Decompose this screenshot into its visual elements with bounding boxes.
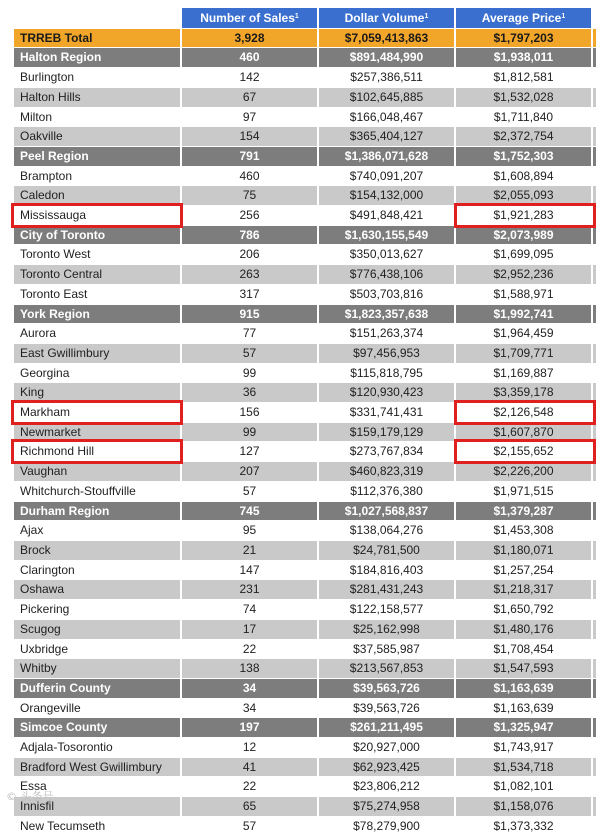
header-average-price-label: Average Price xyxy=(481,11,562,25)
row-edge-cell xyxy=(593,561,598,581)
dollar-volume-cell: $213,567,853 xyxy=(319,659,456,679)
dollar-volume-cell: $138,064,276 xyxy=(319,521,456,541)
average-price-cell: $2,155,652 xyxy=(456,442,593,462)
number-of-sales-cell: 97 xyxy=(182,108,319,128)
number-of-sales-cell: 207 xyxy=(182,462,319,482)
number-of-sales-cell: 17 xyxy=(182,620,319,640)
average-price-cell: $1,921,283 xyxy=(456,206,593,226)
number-of-sales-cell: 99 xyxy=(182,364,319,384)
row-edge-cell xyxy=(593,206,598,226)
row-edge-cell xyxy=(593,403,598,423)
average-price-cell: $1,588,971 xyxy=(456,285,593,305)
table-row xyxy=(14,364,598,384)
region-row xyxy=(14,679,598,699)
header-number-of-sales xyxy=(182,8,319,29)
number-of-sales-cell: 22 xyxy=(182,777,319,797)
area-name-cell: Richmond Hill xyxy=(14,442,182,462)
area-name-cell: Adjala-Tosorontio xyxy=(14,738,182,758)
number-of-sales-cell: 256 xyxy=(182,206,319,226)
table-row xyxy=(14,423,598,443)
region-row xyxy=(14,48,598,68)
table-row xyxy=(14,777,598,797)
row-edge-cell xyxy=(593,541,598,561)
dollar-volume-cell: $24,781,500 xyxy=(319,541,456,561)
dollar-volume-cell: $257,386,511 xyxy=(319,68,456,88)
row-edge-cell xyxy=(593,226,598,246)
region-row xyxy=(14,718,598,738)
average-price-cell: $1,650,792 xyxy=(456,600,593,620)
dollar-volume-cell: $740,091,207 xyxy=(319,167,456,187)
dollar-volume-cell: $39,563,726 xyxy=(319,679,456,699)
area-name-cell: Toronto West xyxy=(14,245,182,265)
table-header-row xyxy=(14,8,598,29)
number-of-sales-cell: 41 xyxy=(182,758,319,778)
number-of-sales-cell: 263 xyxy=(182,265,319,285)
row-edge-cell xyxy=(593,245,598,265)
header-area xyxy=(14,8,182,29)
table-row xyxy=(14,265,598,285)
row-edge-cell xyxy=(593,88,598,108)
average-price-cell: $2,126,548 xyxy=(456,403,593,423)
row-edge-cell xyxy=(593,383,598,403)
area-name-cell: Halton Hills xyxy=(14,88,182,108)
dollar-volume-cell: $151,263,374 xyxy=(319,324,456,344)
area-name-cell: Vaughan xyxy=(14,462,182,482)
number-of-sales-cell: 915 xyxy=(182,305,319,325)
table-row xyxy=(14,817,598,837)
table-row xyxy=(14,344,598,364)
average-price-cell: $1,158,076 xyxy=(456,797,593,817)
average-price-cell: $2,952,236 xyxy=(456,265,593,285)
number-of-sales-cell: 57 xyxy=(182,817,319,837)
average-price-cell: $1,547,593 xyxy=(456,659,593,679)
watermark: © 头条号 xyxy=(6,790,54,803)
average-price-cell: $3,359,178 xyxy=(456,383,593,403)
header-dollar-volume xyxy=(319,8,456,29)
row-edge-cell xyxy=(593,305,598,325)
area-name-cell: Whitchurch-Stouffville xyxy=(14,482,182,502)
number-of-sales-cell: 74 xyxy=(182,600,319,620)
table-row xyxy=(14,659,598,679)
number-of-sales-cell: 231 xyxy=(182,580,319,600)
row-edge-cell xyxy=(593,265,598,285)
row-edge-cell xyxy=(593,186,598,206)
row-edge-cell xyxy=(593,620,598,640)
area-name-cell: Toronto Central xyxy=(14,265,182,285)
average-price-cell: $1,373,332 xyxy=(456,817,593,837)
region-row xyxy=(14,147,598,167)
area-name-cell: Clarington xyxy=(14,561,182,581)
area-name-cell: Peel Region xyxy=(14,147,182,167)
number-of-sales-cell: 142 xyxy=(182,68,319,88)
row-edge-cell xyxy=(593,285,598,305)
number-of-sales-cell: 99 xyxy=(182,423,319,443)
number-of-sales-cell: 77 xyxy=(182,324,319,344)
table-row xyxy=(14,521,598,541)
average-price-cell: $1,257,254 xyxy=(456,561,593,581)
area-name-cell: New Tecumseth xyxy=(14,817,182,837)
dollar-volume-cell: $39,563,726 xyxy=(319,699,456,719)
area-name-cell: City of Toronto xyxy=(14,226,182,246)
number-of-sales-cell: 460 xyxy=(182,48,319,68)
number-of-sales-cell: 57 xyxy=(182,482,319,502)
average-price-cell: $2,073,989 xyxy=(456,226,593,246)
area-name-cell: Toronto East xyxy=(14,285,182,305)
row-edge-cell xyxy=(593,600,598,620)
average-price-cell: $1,938,011 xyxy=(456,48,593,68)
header-footnote-mark: 1 xyxy=(424,13,429,20)
number-of-sales-cell: 786 xyxy=(182,226,319,246)
number-of-sales-cell: 12 xyxy=(182,738,319,758)
average-price-cell: $1,169,887 xyxy=(456,364,593,384)
dollar-volume-cell: $350,013,627 xyxy=(319,245,456,265)
dollar-volume-cell: $166,048,467 xyxy=(319,108,456,128)
average-price-cell: $1,532,028 xyxy=(456,88,593,108)
row-edge-cell xyxy=(593,718,598,738)
dollar-volume-cell: $776,438,106 xyxy=(319,265,456,285)
row-edge-cell xyxy=(593,659,598,679)
dollar-volume-cell: $1,386,071,628 xyxy=(319,147,456,167)
average-price-cell: $1,711,840 xyxy=(456,108,593,128)
number-of-sales-cell: 75 xyxy=(182,186,319,206)
number-of-sales-cell: 57 xyxy=(182,344,319,364)
row-edge-cell xyxy=(593,423,598,443)
area-name-cell: Caledon xyxy=(14,186,182,206)
dollar-volume-cell: $25,162,998 xyxy=(319,620,456,640)
area-name-cell: Orangeville xyxy=(14,699,182,719)
row-edge-cell xyxy=(593,29,598,49)
number-of-sales-cell: 22 xyxy=(182,640,319,660)
row-edge-cell xyxy=(593,48,598,68)
row-edge-cell xyxy=(593,777,598,797)
dollar-volume-cell: $281,431,243 xyxy=(319,580,456,600)
average-price-cell: $1,708,454 xyxy=(456,640,593,660)
average-price-cell: $1,607,870 xyxy=(456,423,593,443)
region-row xyxy=(14,305,598,325)
average-price-cell: $1,218,317 xyxy=(456,580,593,600)
area-name-cell: Halton Region xyxy=(14,48,182,68)
number-of-sales-cell: 317 xyxy=(182,285,319,305)
table-row xyxy=(14,285,598,305)
average-price-cell: $2,055,093 xyxy=(456,186,593,206)
dollar-volume-cell: $102,645,885 xyxy=(319,88,456,108)
area-name-cell: Simcoe County xyxy=(14,718,182,738)
area-name-cell: Bradford West Gwillimbury xyxy=(14,758,182,778)
row-edge-cell xyxy=(593,738,598,758)
table-row xyxy=(14,88,598,108)
dollar-volume-cell: $120,930,423 xyxy=(319,383,456,403)
table-row xyxy=(14,758,598,778)
dollar-volume-cell: $62,923,425 xyxy=(319,758,456,778)
table-row xyxy=(14,482,598,502)
average-price-cell: $1,971,515 xyxy=(456,482,593,502)
dollar-volume-cell: $115,818,795 xyxy=(319,364,456,384)
number-of-sales-cell: 156 xyxy=(182,403,319,423)
dollar-volume-cell: $154,132,000 xyxy=(319,186,456,206)
dollar-volume-cell: $1,027,568,837 xyxy=(319,502,456,522)
row-edge-cell xyxy=(593,324,598,344)
average-price-cell: $1,534,718 xyxy=(456,758,593,778)
area-name-cell: TRREB Total xyxy=(14,29,182,49)
average-price-cell: $1,480,176 xyxy=(456,620,593,640)
region-row xyxy=(14,502,598,522)
dollar-volume-cell: $37,585,987 xyxy=(319,640,456,660)
average-price-cell: $1,325,947 xyxy=(456,718,593,738)
average-price-cell: $1,608,894 xyxy=(456,167,593,187)
average-price-cell: $1,797,203 xyxy=(456,29,593,49)
table-row xyxy=(14,699,598,719)
area-name-cell: Dufferin County xyxy=(14,679,182,699)
table-row xyxy=(14,108,598,128)
row-edge-cell xyxy=(593,797,598,817)
header-average-price xyxy=(456,8,593,29)
row-edge-cell xyxy=(593,344,598,364)
row-edge-cell xyxy=(593,679,598,699)
table-row xyxy=(14,186,598,206)
row-edge-cell xyxy=(593,462,598,482)
sales-by-area-table xyxy=(14,8,598,837)
average-price-cell: $1,752,303 xyxy=(456,147,593,167)
area-name-cell: Durham Region xyxy=(14,502,182,522)
table-row xyxy=(14,580,598,600)
table-row xyxy=(14,620,598,640)
number-of-sales-cell: 127 xyxy=(182,442,319,462)
dollar-volume-cell: $122,158,577 xyxy=(319,600,456,620)
area-name-cell: Georgina xyxy=(14,364,182,384)
total-row xyxy=(14,29,598,49)
number-of-sales-cell: 745 xyxy=(182,502,319,522)
table-row xyxy=(14,462,598,482)
area-name-cell: Oakville xyxy=(14,127,182,147)
dollar-volume-cell: $273,767,834 xyxy=(319,442,456,462)
average-price-cell: $1,743,917 xyxy=(456,738,593,758)
area-name-cell: Pickering xyxy=(14,600,182,620)
number-of-sales-cell: 460 xyxy=(182,167,319,187)
area-name-cell: Brock xyxy=(14,541,182,561)
dollar-volume-cell: $365,404,127 xyxy=(319,127,456,147)
row-edge-cell xyxy=(593,442,598,462)
row-edge-cell xyxy=(593,127,598,147)
average-price-cell: $1,180,071 xyxy=(456,541,593,561)
dollar-volume-cell: $78,279,900 xyxy=(319,817,456,837)
dollar-volume-cell: $97,456,953 xyxy=(319,344,456,364)
area-name-cell: Milton xyxy=(14,108,182,128)
average-price-cell: $1,992,741 xyxy=(456,305,593,325)
table-row xyxy=(14,167,598,187)
header-footnote-mark: 1 xyxy=(294,13,299,20)
table-row xyxy=(14,442,598,462)
average-price-cell: $1,163,639 xyxy=(456,679,593,699)
dollar-volume-cell: $491,848,421 xyxy=(319,206,456,226)
number-of-sales-cell: 197 xyxy=(182,718,319,738)
row-edge-cell xyxy=(593,699,598,719)
number-of-sales-cell: 206 xyxy=(182,245,319,265)
dollar-volume-cell: $503,703,816 xyxy=(319,285,456,305)
number-of-sales-cell: 36 xyxy=(182,383,319,403)
dollar-volume-cell: $1,823,357,638 xyxy=(319,305,456,325)
dollar-volume-cell: $75,274,958 xyxy=(319,797,456,817)
row-edge-cell xyxy=(593,521,598,541)
average-price-cell: $1,379,287 xyxy=(456,502,593,522)
region-row xyxy=(14,226,598,246)
dollar-volume-cell: $159,179,129 xyxy=(319,423,456,443)
number-of-sales-cell: 34 xyxy=(182,699,319,719)
number-of-sales-cell: 3,928 xyxy=(182,29,319,49)
average-price-cell: $1,964,459 xyxy=(456,324,593,344)
dollar-volume-cell: $112,376,380 xyxy=(319,482,456,502)
table-row xyxy=(14,206,598,226)
row-edge-cell xyxy=(593,502,598,522)
dollar-volume-cell: $331,741,431 xyxy=(319,403,456,423)
area-name-cell: East Gwillimbury xyxy=(14,344,182,364)
table-row xyxy=(14,600,598,620)
area-name-cell: Burlington xyxy=(14,68,182,88)
area-name-cell: Newmarket xyxy=(14,423,182,443)
row-edge-cell xyxy=(593,817,598,837)
row-edge-cell xyxy=(593,364,598,384)
number-of-sales-cell: 34 xyxy=(182,679,319,699)
average-price-cell: $1,082,101 xyxy=(456,777,593,797)
table-row xyxy=(14,797,598,817)
number-of-sales-cell: 21 xyxy=(182,541,319,561)
table-row xyxy=(14,245,598,265)
table-row xyxy=(14,541,598,561)
table-row xyxy=(14,127,598,147)
number-of-sales-cell: 67 xyxy=(182,88,319,108)
average-price-cell: $2,226,200 xyxy=(456,462,593,482)
row-edge-cell xyxy=(593,758,598,778)
table-row xyxy=(14,383,598,403)
number-of-sales-cell: 154 xyxy=(182,127,319,147)
number-of-sales-cell: 65 xyxy=(182,797,319,817)
row-edge-cell xyxy=(593,580,598,600)
table-row xyxy=(14,640,598,660)
row-edge-cell xyxy=(593,640,598,660)
area-name-cell: Ajax xyxy=(14,521,182,541)
average-price-cell: $1,453,308 xyxy=(456,521,593,541)
dollar-volume-cell: $261,211,495 xyxy=(319,718,456,738)
row-edge-cell xyxy=(593,68,598,88)
area-name-cell: Innisfil xyxy=(14,797,182,817)
header-footnote-mark: 1 xyxy=(561,13,566,20)
row-edge-cell xyxy=(593,147,598,167)
number-of-sales-cell: 138 xyxy=(182,659,319,679)
average-price-cell: $1,709,771 xyxy=(456,344,593,364)
area-name-cell: Scugog xyxy=(14,620,182,640)
dollar-volume-cell: $7,059,413,863 xyxy=(319,29,456,49)
area-name-cell: York Region xyxy=(14,305,182,325)
area-name-cell: Oshawa xyxy=(14,580,182,600)
dollar-volume-cell: $891,484,990 xyxy=(319,48,456,68)
average-price-cell: $2,372,754 xyxy=(456,127,593,147)
table-row xyxy=(14,403,598,423)
number-of-sales-cell: 791 xyxy=(182,147,319,167)
dollar-volume-cell: $184,816,403 xyxy=(319,561,456,581)
area-name-cell: Whitby xyxy=(14,659,182,679)
dollar-volume-cell: $20,927,000 xyxy=(319,738,456,758)
sales-table-body xyxy=(14,29,598,837)
area-name-cell: Markham xyxy=(14,403,182,423)
number-of-sales-cell: 147 xyxy=(182,561,319,581)
dollar-volume-cell: $1,630,155,549 xyxy=(319,226,456,246)
area-name-cell: King xyxy=(14,383,182,403)
row-edge-cell xyxy=(593,108,598,128)
area-name-cell: Uxbridge xyxy=(14,640,182,660)
area-name-cell: Brampton xyxy=(14,167,182,187)
row-edge-cell xyxy=(593,482,598,502)
table-row xyxy=(14,738,598,758)
header-number-of-sales-label: Number of Sales xyxy=(200,11,295,25)
header-dollar-volume-label: Dollar Volume xyxy=(344,11,425,25)
dollar-volume-cell: $460,823,319 xyxy=(319,462,456,482)
table-row xyxy=(14,68,598,88)
average-price-cell: $1,699,095 xyxy=(456,245,593,265)
table-row xyxy=(14,324,598,344)
area-name-cell: Aurora xyxy=(14,324,182,344)
area-name-cell: Essa xyxy=(14,777,182,797)
area-name-cell: Mississauga xyxy=(14,206,182,226)
table-row xyxy=(14,561,598,581)
number-of-sales-cell: 95 xyxy=(182,521,319,541)
average-price-cell: $1,163,639 xyxy=(456,699,593,719)
header-edge xyxy=(593,8,598,29)
row-edge-cell xyxy=(593,167,598,187)
dollar-volume-cell: $23,806,212 xyxy=(319,777,456,797)
average-price-cell: $1,812,581 xyxy=(456,68,593,88)
